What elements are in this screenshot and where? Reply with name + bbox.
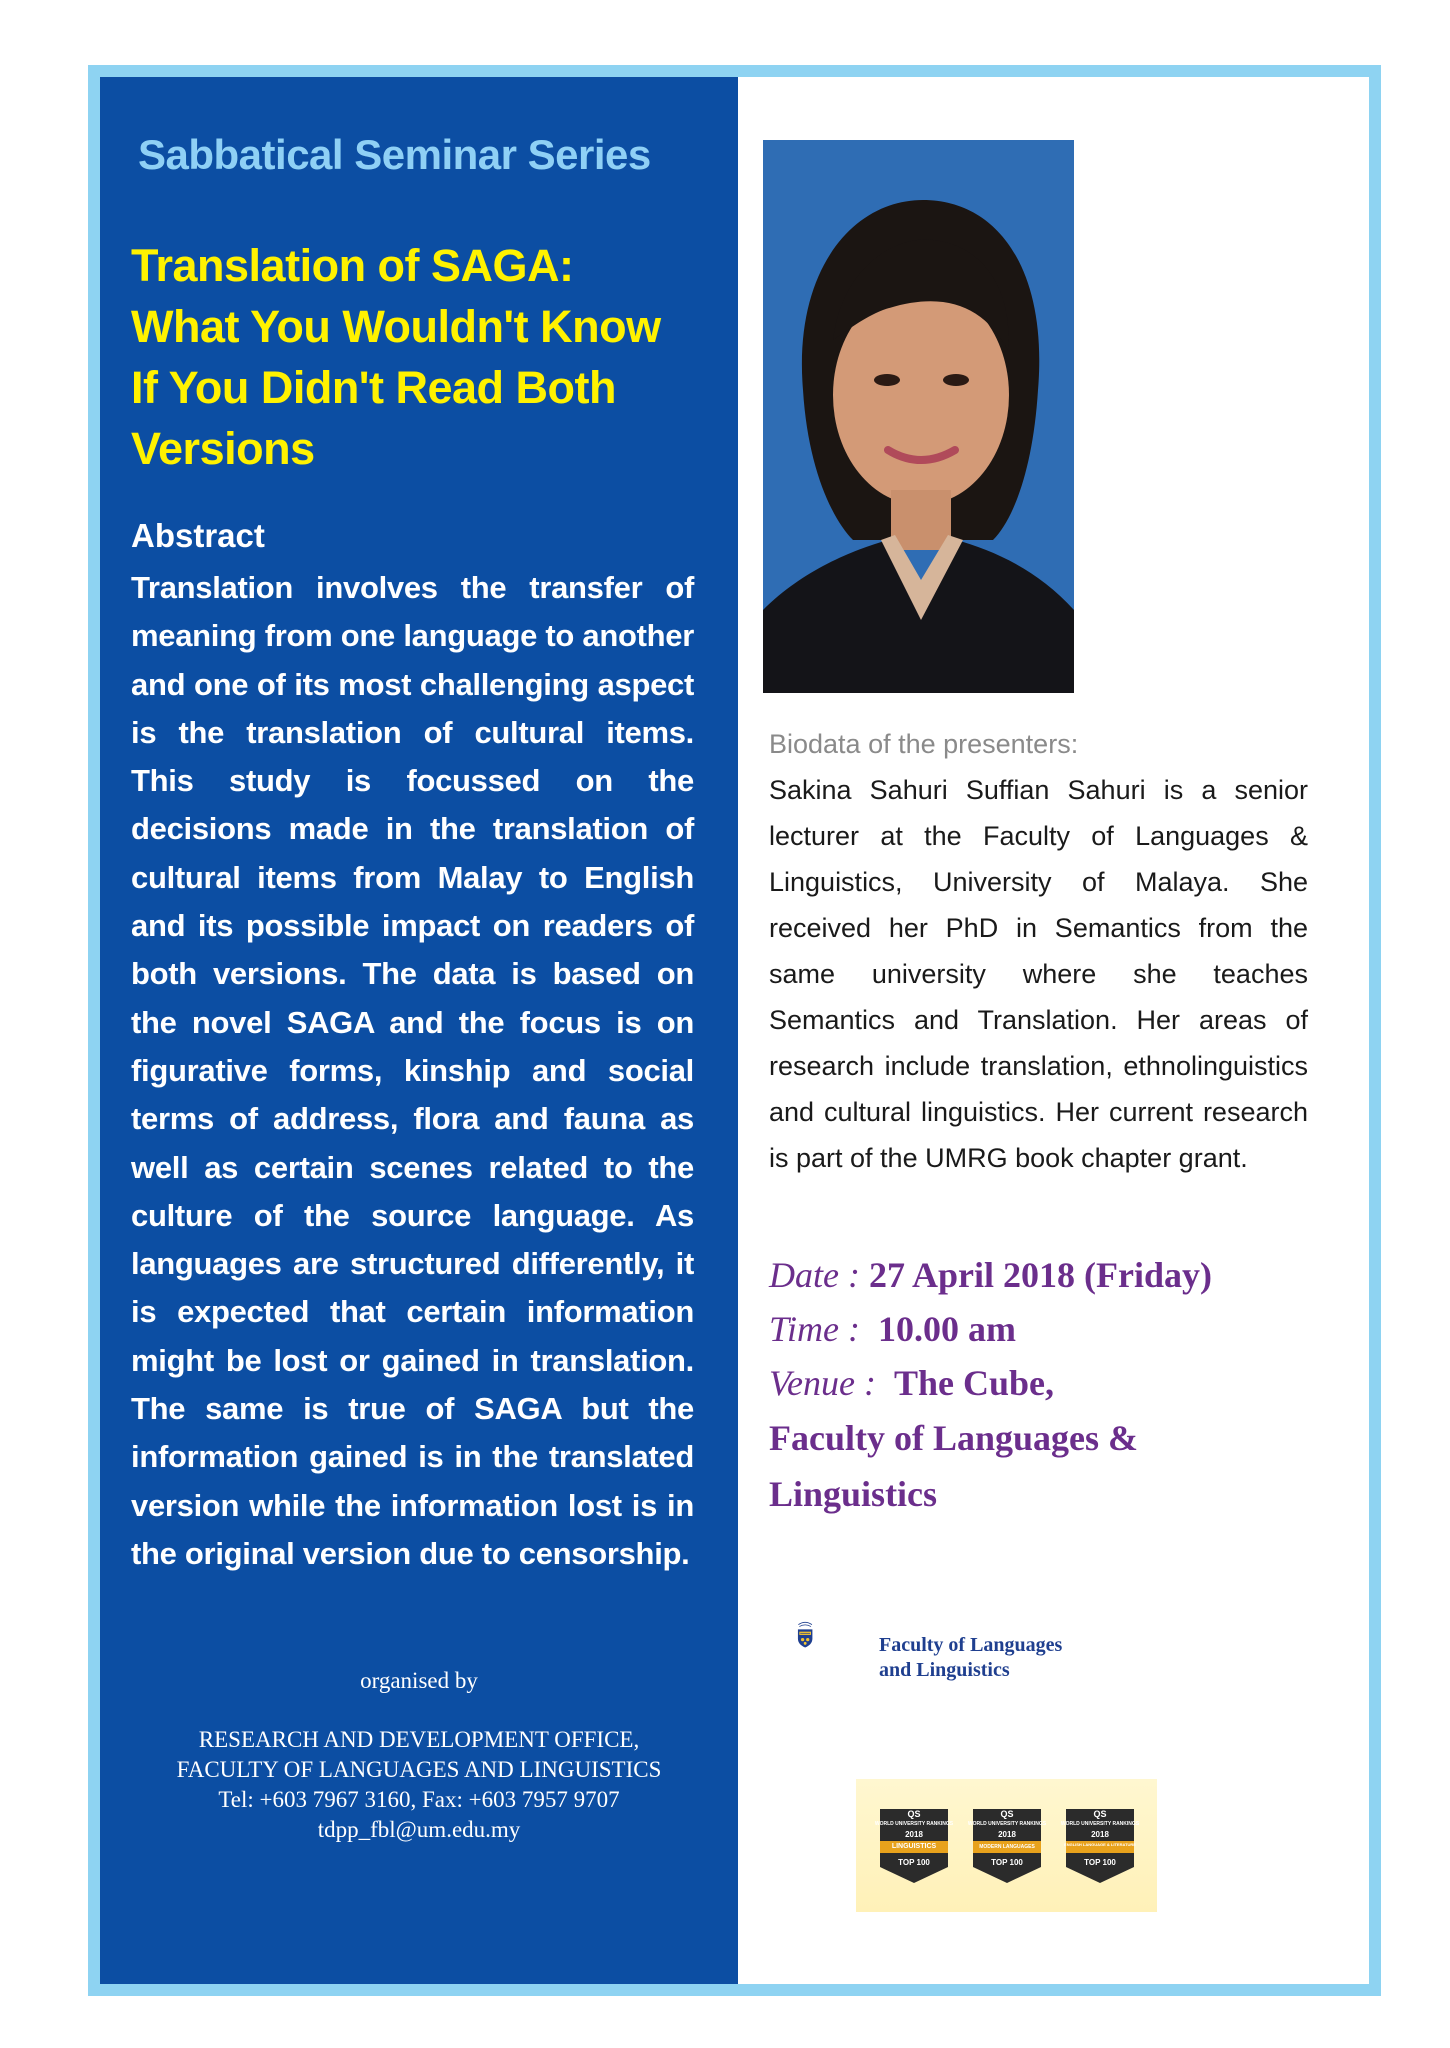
presenter-photo [763,140,1074,693]
time-value: 10.00 am [878,1309,1017,1349]
series-title: Sabbatical Seminar Series [138,131,651,178]
badge-line: WORLD UNIVERSITY RANKINGS [874,1821,954,1827]
logo-text-line: Faculty of Languages [879,1634,1063,1656]
talk-title-line: If You Didn't Read Both [131,362,616,413]
badge-rank: TOP 100 [991,1858,1023,1867]
badge-year: 2018 [1091,1830,1109,1839]
logo-text-line: and Linguistics [879,1659,1010,1681]
bio-text [769,767,1308,1181]
qs-ranking-badges [856,1779,1157,1912]
talk-title-line: Versions [131,423,315,474]
event-date [769,1247,1212,1303]
talk-title-line: Translation of SAGA: [131,240,574,291]
qs-badge-text [967,1805,1047,1885]
organiser-line: FACULTY OF LANGUAGES AND LINGUISTICS [176,1757,662,1782]
venue-line: Faculty of Languages & [769,1418,1138,1458]
badge-rank: TOP 100 [1084,1858,1116,1867]
abstract-heading: Abstract [131,517,265,554]
qs-badge-text [874,1805,954,1885]
abstract-panel [100,77,738,1984]
time-label: Time : [769,1309,861,1349]
presenter-portrait-illustration [763,140,1074,693]
date-label: Date : [769,1255,860,1295]
badge-brand: QS [907,1809,921,1819]
presenter-name: Sakina Sahuri Suffian Sahuri [769,775,1146,805]
badge-brand: QS [1000,1809,1014,1819]
badge-line: WORLD UNIVERSITY RANKINGS [967,1821,1047,1827]
organiser-block [100,1725,738,1845]
poster-frame [88,65,1381,1996]
badge-year: 2018 [998,1830,1016,1839]
badge-subject: MODERN LANGUAGES [979,1844,1035,1850]
talk-title [131,235,711,479]
venue-label: Venue : [769,1363,876,1403]
badge-brand: QS [1093,1809,1107,1819]
organised-by-label: organised by [360,1668,478,1693]
venue-value: The Cube, [893,1363,1054,1403]
organiser-email: tdpp_fbl@um.edu.my [317,1817,521,1842]
bio-heading: Biodata of the presenters: [769,729,1079,759]
badge-subject: LINGUISTICS [891,1843,937,1850]
badge-year: 2018 [905,1830,923,1839]
badge-line: WORLD UNIVERSITY RANKINGS [1060,1821,1140,1827]
event-venue [769,1355,1054,1411]
talk-title-line: What You Wouldn't Know [131,301,661,352]
faculty-crest-icon [797,1574,867,1694]
venue-line: Linguistics [769,1474,938,1514]
bio-body: is a senior lecturer at the Faculty of Languages & Linguistics, University of Malaya. She received her PhD in Semantics from the same university where she teaches Semantics and Translation. Her areas of research include translation, ethnolinguistics and cultural linguistics. Her current research is part of the UMRG book chapter grant. [769,775,1308,1173]
date-value: 27 April 2018 (Friday) [868,1255,1212,1295]
faculty-logo-text [879,1633,1062,1683]
badge-rank: TOP 100 [898,1858,930,1867]
organiser-line: Tel: +603 7967 3160, Fax: +603 7957 9707 [218,1787,620,1812]
abstract-text: Translation involves the transfer of meaning from one language to another and one of its most challenging aspect is the translation of cultural items. This study is focussed on the decisions made in the translation of cultural items from Malay to English and its possible impact on readers of both versions. The data is based on the novel SAGA and the focus is on figurative forms, kinship and social terms of address, flora and fauna as well as certain scenes related to the culture of the source language. As languages are structured differently, it is expected that certain information might be lost or gained in translation. The same is true of SAGA but the information gained is in the translated version while the information lost is in the original version due to censorship. [131,570,694,1571]
qs-badge-text [1060,1805,1140,1885]
event-time [769,1301,1016,1357]
badge-subject: ENGLISH LANGUAGE & LITERATURE [1064,1842,1136,1847]
organiser-line: RESEARCH AND DEVELOPMENT OFFICE, [198,1727,640,1752]
